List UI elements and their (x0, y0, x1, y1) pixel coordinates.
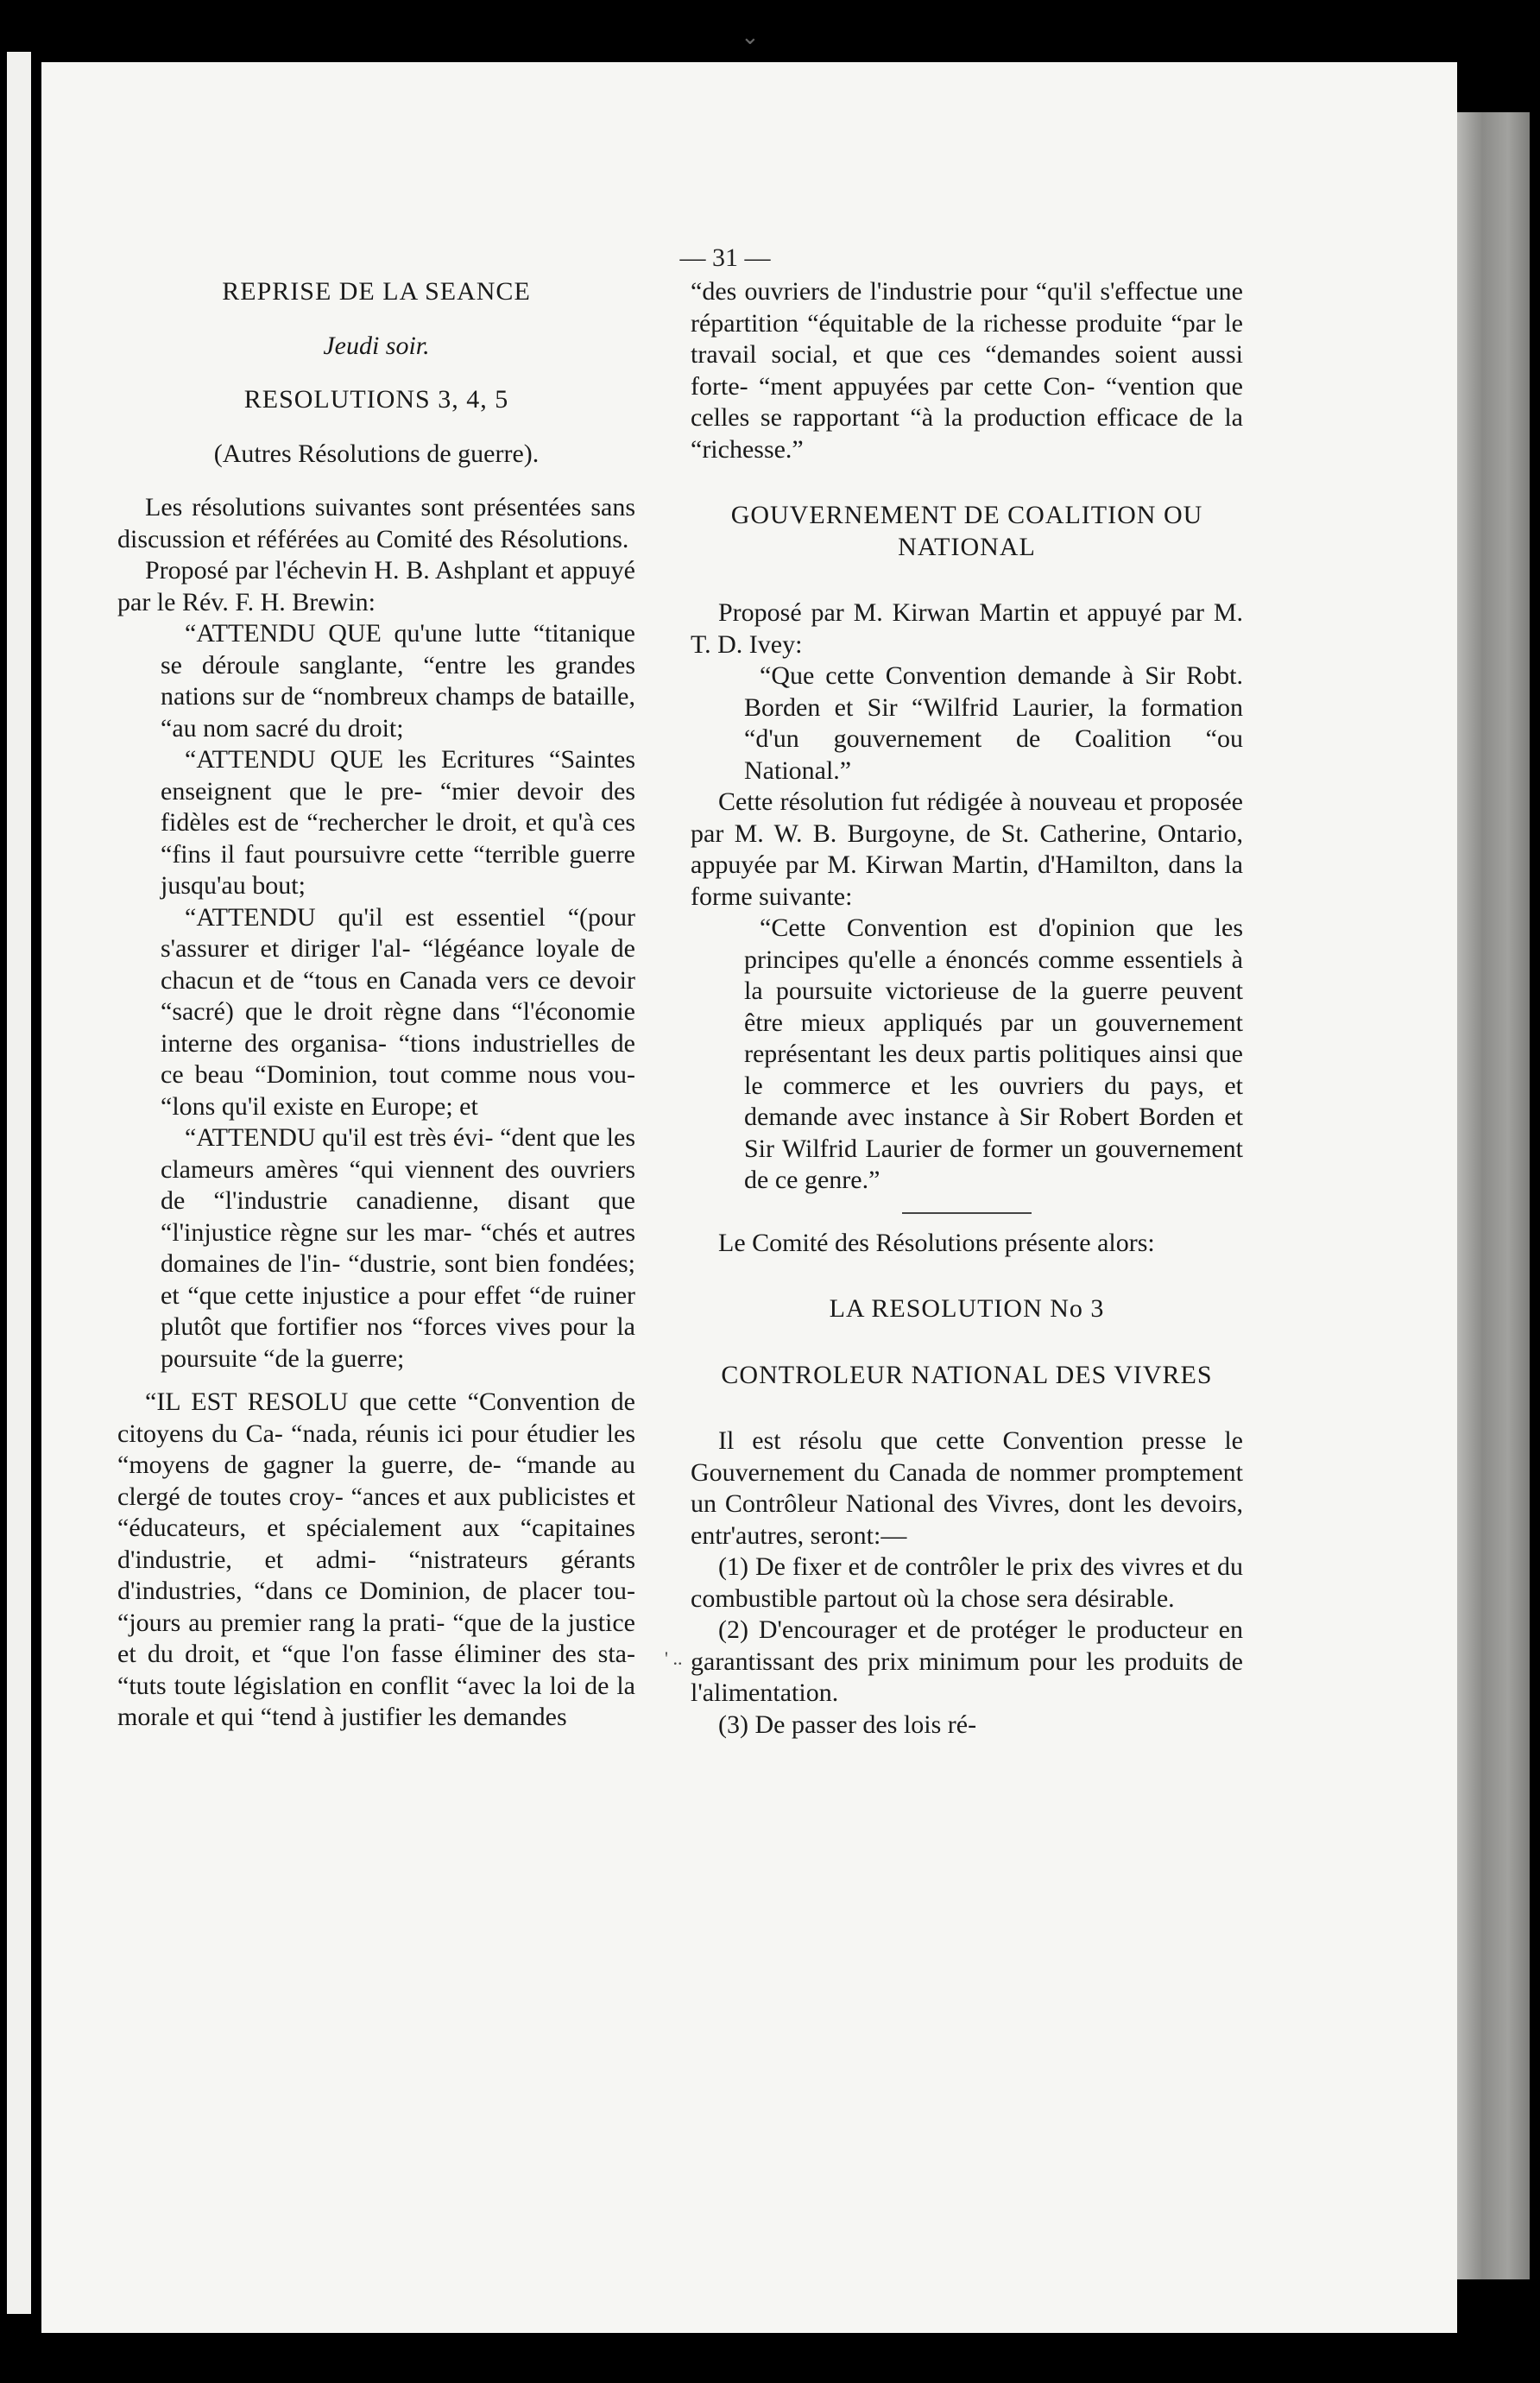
coalition-redraft: Cette résolution fut rédigée à nouveau et proposée par M. W. B. Burgoyne, de St. Catherine, Ontario, appuyée par M. Kirwan Martin, d'Hamilton, dans la forme suivante: (691, 787, 1243, 911)
coalition-final-text: “Cette Convention est d'opinion que les principes qu'elle a énoncés comme essentiels à la poursuite victorieuse de la guerre peuvent être mieux appliqués par un gouvernement représentant les deux partis politiques ainsi que le commerce et les ouvriers du pays, et demande avec instance à Sir Robert Borden et Sir Wilfrid Laurier de former un gouvernement de ce genre.” (744, 913, 1243, 1194)
section-divider (902, 1212, 1032, 1214)
committee-line: Le Comité des Résolutions présente alors: (718, 1228, 1155, 1257)
attendu-paragraph: “ATTENDU QUE les Ecritures “Saintes enseignent que le pre- “mier devoir des fidèles est de “rechercher le droit, et qu'à ces “fins il faut poursuivre cette “terrible guerre jusqu'au bout; (161, 745, 635, 900)
resolution-item: (2) D'encourager et de protéger le producteur en garantissant des prix minimum pour les produits de l'alimentation. (691, 1615, 1243, 1707)
coalition-quote: “Que cette Convention demande à Sir Robt. Borden et Sir “Wilfrid Laurier, la formation “d'un gouvernement de Coalition “ou National.” (744, 661, 1243, 785)
attendu-paragraph: “ATTENDU qu'il est essentiel “(pour s'assurer et diriger l'al- “légéance loyale de chacun et de “tous en Canada vers ce devoir “sacré) que le droit règne dans “l'économie interne des organisa- “tions industrielles de ce beau “Dominion, tout comme nous vou- “lons qu'il existe en Europe; et (161, 902, 635, 1121)
section-heading: REPRISE DE LA SEANCE (222, 277, 531, 306)
resolu-paragraph: “IL EST RESOLU que cette “Convention de citoyens du Ca- “nada, réunis ici pour étudier les “moyens de gagner la guerre, de- “mande au clergé de toutes croy- “ances et aux publicistes et “éducateurs, et spécialement aux “capitaines d'industrie, et admi- “nistrateurs gérants d'industries, “dans ce Dominion, de placer tou- “jours au premier rang la prati- “que de la justice et du droit, et “que l'on fasse éliminer des sta- “tuts toute législation en conflit “avec la loi de la morale et qui “tend à justifier les demandes (117, 1387, 635, 1731)
session-time: Jeudi soir. (323, 331, 430, 360)
proposer-paragraph: Proposé par l'échevin H. B. Ashplant et appuyé par le Rév. F. H. Brewin: (117, 556, 635, 616)
resolution-3-body: Il est résolu que cette Convention presse le Gouvernement du Canada de nommer promptement un Contrôleur National des Vivres, dont les devoirs, entr'autres, seront:— (691, 1426, 1243, 1550)
left-column (117, 276, 635, 1734)
top-mark: ⌄ (741, 24, 760, 49)
page-stack-edge (1457, 112, 1530, 2279)
coalition-proposer: Proposé par M. Kirwan Martin et appuyé par M. T. D. Ivey: (691, 598, 1243, 659)
page-number: — 31 — (679, 243, 771, 272)
attendu-paragraph: “ATTENDU QUE qu'une lutte “titanique se déroule sanglante, “entre les grandes nations sur de “nombreux champs de bataille, “au nom sacré du droit; (161, 619, 635, 743)
resolution-item: (3) De passer des lois ré- (718, 1710, 977, 1739)
intro-paragraph: Les résolutions suivantes sont présentées sans discussion et référées au Comité des Résolutions. (117, 493, 635, 553)
resolution-item: (1) De fixer et de contrôler le prix des vivres et du combustible partout où la chose sera désirable. (691, 1552, 1243, 1613)
attendu-paragraph: “ATTENDU qu'il est très évi- “dent que les clameurs amères “qui viennent des ouvriers de “l'industrie canadienne, disant que “l'injustice règne sur les mar- “chés et autres domaines de l'in- “dustrie, sont bien fondées; et “que cette injustice a pour effet “de ruiner plutôt que fortifier nos “forces vives pour la poursuite “de la guerre; (161, 1123, 635, 1373)
resolution-3-subtitle: CONTROLEUR NATIONAL DES VIVRES (721, 1360, 1213, 1389)
coalition-heading: GOUVERNEMENT DE COALITION OU NATIONAL (730, 501, 1203, 561)
resolution-3-title: LA RESOLUTION No 3 (829, 1294, 1105, 1323)
continuation-paragraph: “des ouvriers de l'industrie pour “qu'il s'effectue une répartition “équitable de la richesse produite “par le travail social, et que ces “demandes soient aussi forte- “ment appuyées par cette Con- “vention que celles se rapportant “à la production efficace de la “richesse.” (691, 277, 1243, 464)
right-column (691, 276, 1243, 1741)
resolutions-title: RESOLUTIONS 3, 4, 5 (243, 385, 509, 414)
left-page-edge (7, 52, 31, 2314)
stray-marks: ' .. (665, 1647, 683, 1669)
resolutions-note: (Autres Résolutions de guerre). (213, 439, 540, 468)
